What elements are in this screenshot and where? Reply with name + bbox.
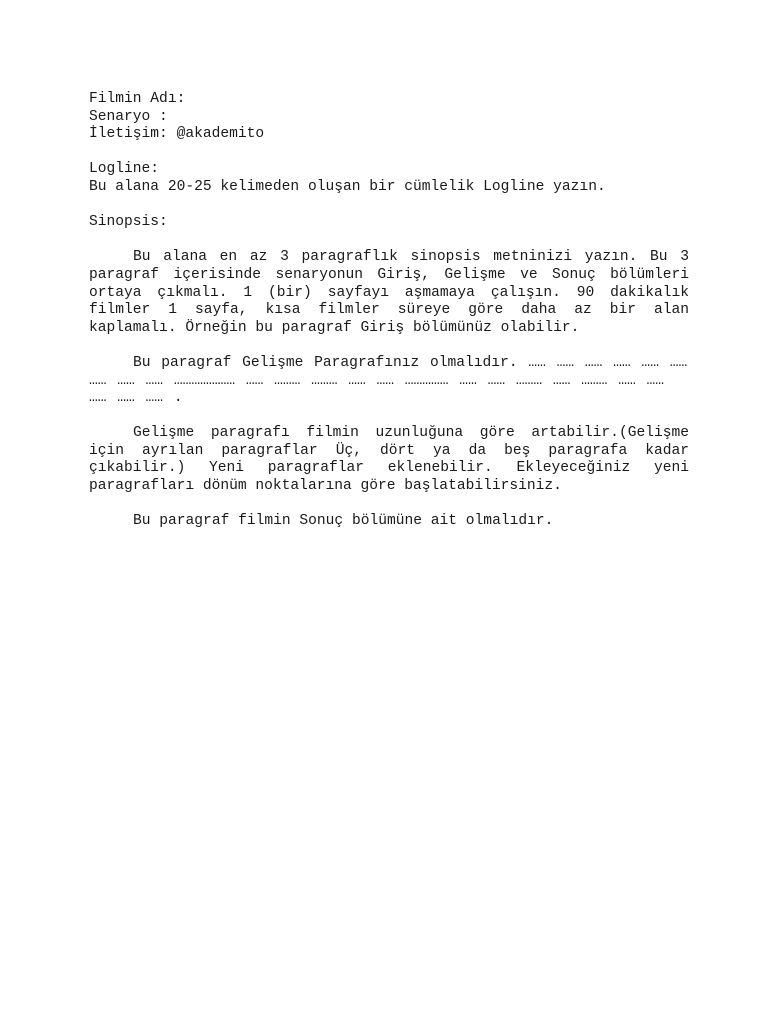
spacer <box>89 197 689 215</box>
spacer <box>89 337 689 355</box>
film-name-label: Filmin Adı: <box>89 91 186 107</box>
screenplay-label: Senaryo : <box>89 108 168 125</box>
synopsis-paragraph-intro: Bu alana en az 3 paragraflık sinopsis metninizi yazın. Bu 3 paragraf içerisinde senaryonun Giriş, Gelişme ve Sonuç bölümleri ortaya çıkmalı. 1 (bir) sayfayı aşmamaya çalışın. 90 dakikalık filmler 1 sayfa, kısa filmler süreye göre daha az bir alan kaplamalı. Örneğin bu paragraf Giriş bölümünüz olabilir. <box>89 249 689 336</box>
spacer <box>89 232 689 250</box>
synopsis-paragraph-development: Bu paragraf Gelişme Paragrafınız olmalıdır. …… …… …… …… …… …… …… …… …… ………………… …… ……… ……… …… …… …………… …… …… ……… …… ……… …… …… …… …… …… . <box>89 354 688 407</box>
contact-line: İletişim: @akademito <box>89 126 265 143</box>
spacer <box>89 144 689 162</box>
logline-heading: Logline: <box>89 161 160 178</box>
spacer <box>89 496 689 514</box>
synopsis-heading: Sinopsis: <box>89 214 168 231</box>
logline-text: Bu alana 20-25 kelimeden oluşan bir cümlelik Logline yazın. <box>89 178 606 195</box>
synopsis-paragraph-conclusion: Bu paragraf filmin Sonuç bölümüne ait olmalıdır. <box>133 513 554 530</box>
document-content <box>89 91 689 531</box>
synopsis-paragraph-extension: Gelişme paragrafı filmin uzunluğuna göre artabilir.(Gelişme için ayrılan paragraflar Üç, dört ya da beş paragrafa kadar çıkabilir.) Yeni paragraflar eklenebilir. Ekleyeceğiniz yeni paragrafları dönüm noktalarına göre başlatabilirsiniz. <box>89 425 689 495</box>
spacer <box>89 408 689 426</box>
